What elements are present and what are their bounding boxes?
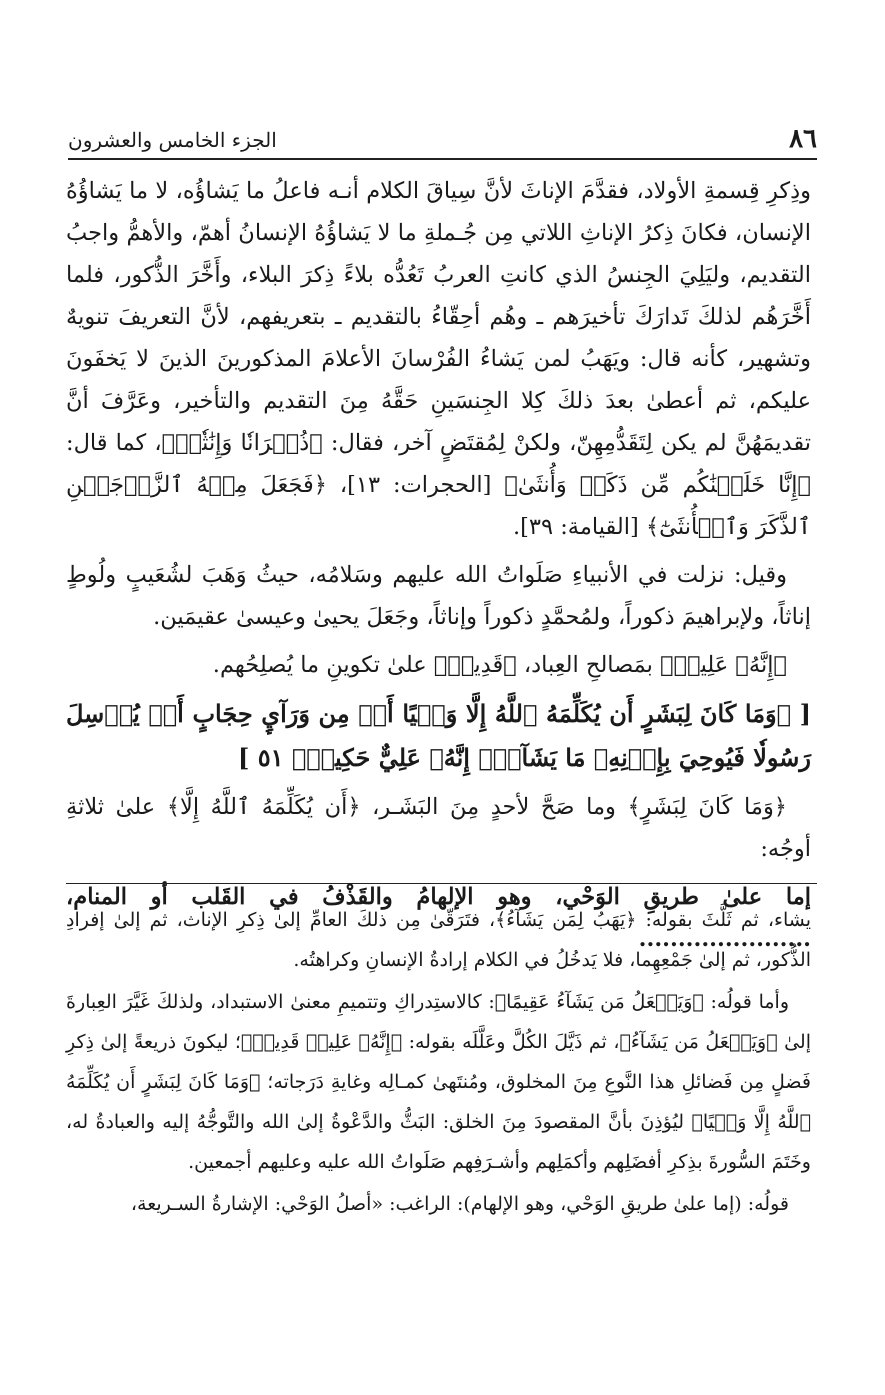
- quran-verse-51: [ ﴿وَمَا كَانَ لِبَشَرٍ أَن يُكَلِّمَهُ ٱللَّهُ إِلَّا وَحۡيًا أَوۡ مِن وَرَآيِٕ حِجَابٍ أَوۡ يُرۡسِلَ رَسُولٗا فَيُوحِيَ بِإِذۡنِهِۦ مَا يَشَآءُۚ إِنَّهُۥ عَلِيٌّ حَكِيمٞ﴾ ٥١ ]: [66, 699, 812, 772]
- page-header: [68, 118, 817, 160]
- main-paragraph-4: ﴿وَمَا كَانَ لِبَشَرٍ﴾ وما صَحَّ لأحدٍ مِنَ البَشَـر، ﴿أَن يُكَلِّمَهُ ٱللَّهُ إِلَّا﴾ علىٰ ثلاثةِ أوجُه:: [66, 794, 811, 862]
- main-paragraph-2: وقيل: نزلت في الأنبياءِ صَلَواتُ الله عليهم وسَلامُه، حيثُ وَهَبَ لشُعَيبٍ ولُوطٍ إناثاً، ولإبراهيمَ ذكوراً، ولمُحمَّدٍ ذكوراً وإناثاً، وجَعَلَ يحيىٰ وعيسىٰ عقيمَين.: [66, 562, 811, 630]
- page-number: ٨٦: [789, 124, 817, 154]
- footnote-divider: [66, 883, 817, 884]
- note-paragraph-1: يشاء، ثم ثَلَّثَ بقوله: ﴿يَهَبُ لِمَن يَشَآءُ﴾، فتَرَقّىٰ مِن ذلكَ العامِّ إلىٰ ذِكرِ الإناث، ثم إلىٰ إفرادِ الذُّكور، ثم إلىٰ جَمْعِهِما، فلا يَدخُلُ في الكلام إرادةُ الإنسانِ وكراهتُه.: [66, 909, 811, 971]
- commentary-notes: [66, 900, 811, 1226]
- note-paragraph-3: قولُه: (إما علىٰ طريقِ الوَحْي، وهو الإلهام): الراغب: «أصلُ الوَحْي: الإشارةُ السـريعة،: [130, 1193, 789, 1215]
- running-head: الجزء الخامس والعشرون: [68, 128, 277, 152]
- main-paragraph-5: إما علىٰ طريقِ الوَحْي، وهو الإلهامُ والقَذْفُ في القَلب أو المنام، ......................: [66, 884, 811, 952]
- main-text: [66, 170, 811, 966]
- main-paragraph-3: ﴿إِنَّهُۥ عَلِيمٞ﴾ بمَصالحِ العِباد، ﴿قَدِيرٞ﴾ علىٰ تكوينِ ما يُصلِحُهم.: [212, 652, 787, 678]
- note-paragraph-2: وأما قولُه: ﴿وَيَجۡعَلُ مَن يَشَآءُ عَقِيمًا﴾: كالاستِدراكِ وتتميمِ معنىٰ الاستبداد، ولذلكَ غَيَّرَ العِبارةَ إلىٰ ﴿وَيَجۡعَلُ مَن يَشَآءُ﴾، ثم ذَيَّلَ الكُلَّ وعَلَّلَه بقوله: ﴿إِنَّهُۥ عَلِيمٞ قَدِيرٞ﴾؛ ليكونَ ذريعةً إلىٰ ذِكرِ فَضلٍ مِن فَضائلِ هذا النَّوعِ مِنَ المخلوق، ومُنتَهىٰ كمـالِه وغايةِ دَرَجاته؛ ﴿وَمَا كَانَ لِبَشَرٍ أَن يُكَلِّمَهُ ٱللَّهُ إِلَّا وَحۡيًا﴾ ليُؤذِنَ بأنَّ المقصودَ مِنَ الخلق: البَثُّ والدَّعْوةُ إلىٰ الله والتَّوجُّهُ إليه والعبادةُ له، وخَتَمَ السُّورةَ بذِكرِ أفضَلِهم وأكمَلِهم وأشـرَفِهم صَلَواتُ الله عليه وعليهم أجمعين.: [66, 991, 811, 1173]
- main-paragraph-1: وذِكرِ قِسمةِ الأولاد، فقدَّمَ الإناثَ لأنَّ سِياقَ الكلام أنـه فاعلُ ما يَشاؤُه، لا ما يَشاؤُهُ الإنسان، فكانَ ذِكرُ الإناثِ اللاتي مِن جُـملةِ ما لا يَشاؤُهُ الإنسانُ أهمّ، والأهمُّ واجبُ التقديم، وليَلِيَ الجِنسُ الذي كانتِ العربُ تَعُدُّه بلاءً ذِكرَ البلاء، وأَخَّرَ الذُّكور، فلما أَخَّرَهُم لذلكَ تَدارَكَ تأخيرَهم ـ وهُم أحِقّاءُ بالتقديم ـ بتعريفهم، لأنَّ التعريفَ تنويهٌ وتشهير، كأنه قال: ويَهَبُ لمن يَشاءُ الفُرْسانَ الأعلامَ المذكورينَ الذينَ لا يَخفَونَ عليكم، ثم أعطىٰ بعدَ ذلكَ كِلا الجِنسَينِ حَقَّهُ مِنَ التقديم والتأخير، وعَرَّفَ أنَّ تقديمَهُنَّ لم يكن لِتَقَدُّمِهِنّ، ولكنْ لِمُقتَضٍ آخر، فقال: ﴿ذُكۡرَانٗا وَإِنَٰثٗاۖ﴾، كما قال: ﴿إِنَّا خَلَقۡنَٰكُم مِّن ذَكَرٖ وَأُنثَىٰ﴾ [الحجرات: ١٣]، ﴿فَجَعَلَ مِنۡهُ ٱلزَّوۡجَيۡنِ ٱلذَّكَرَ وَٱلۡأُنثَىٰٓ﴾ [القيامة: ٣٩].: [66, 178, 811, 540]
